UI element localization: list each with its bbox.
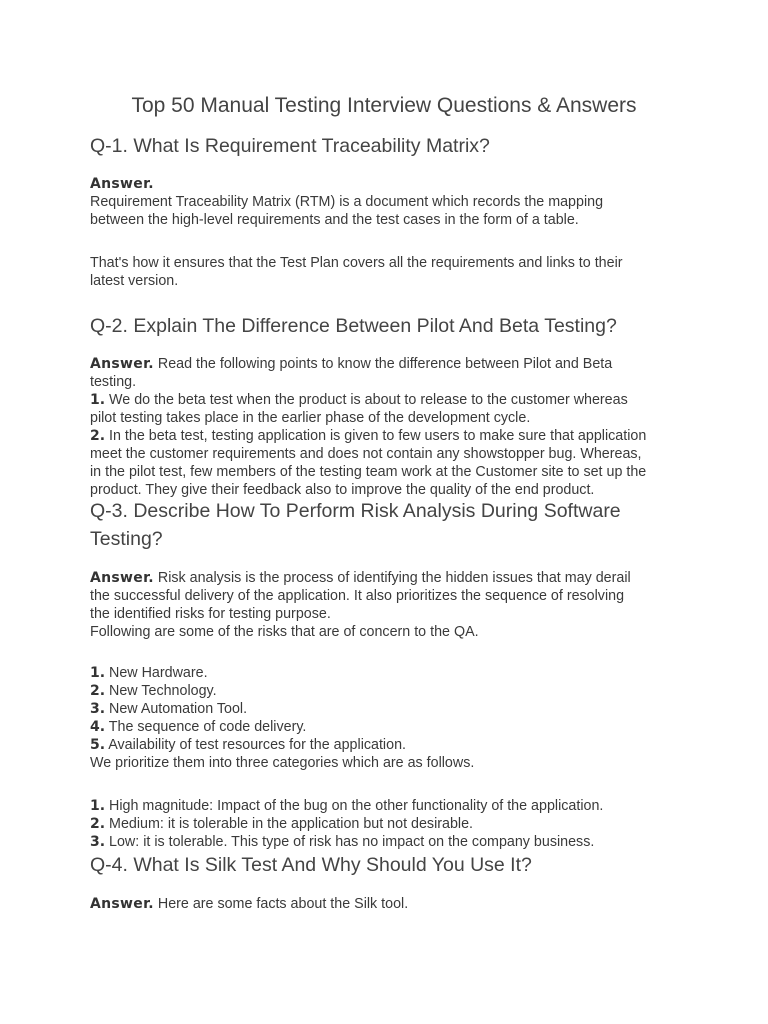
- list-item-text: Availability of test resources for the application.: [105, 737, 406, 753]
- q1-paragraph-2: [90, 254, 690, 290]
- list-item-text: Low: it is tolerable. This type of risk has no impact on the company business.: [105, 834, 595, 850]
- answer-label: Answer.: [90, 570, 154, 586]
- q1-answer-line-1: Requirement Traceability Matrix (RTM) is a document which records the mapping: [90, 194, 604, 210]
- q3-heading-line-1: Q-3. Describe How To Perform Risk Analysis During Software: [90, 500, 621, 522]
- answer-label: Answer.: [90, 176, 154, 192]
- list-item: [90, 815, 690, 833]
- list-item-number: 2.: [90, 683, 106, 699]
- list-item: [90, 700, 690, 718]
- q2-item-text: pilot testing takes place in the earlier phase of the development cycle.: [90, 410, 531, 426]
- list-item-number: 1.: [90, 665, 106, 681]
- list-item-text: New Technology.: [105, 683, 217, 699]
- q3-categories-intro: We prioritize them into three categories which are as follows.: [90, 755, 475, 771]
- document-title: Top 50 Manual Testing Interview Questions & Answers: [131, 94, 637, 117]
- q2-item-number: 1.: [90, 392, 106, 408]
- q2-item-text: product. They give their feedback also to improve the quality of the end product.: [90, 482, 595, 498]
- q2-intro-rest: testing.: [90, 374, 137, 390]
- q2-intro-first: Read the following points to know the difference between Pilot and Beta: [153, 356, 613, 372]
- list-item-number: 3.: [90, 701, 106, 717]
- list-item: [90, 682, 690, 700]
- list-item-text: Medium: it is tolerable in the application but not desirable.: [105, 816, 474, 832]
- q4-intro: Here are some facts about the Silk tool.: [153, 896, 409, 912]
- q2-item-text: In the beta test, testing application is given to few users to make sure that application: [105, 428, 647, 444]
- q4-heading: Q-4. What Is Silk Test And Why Should You Use It?: [90, 854, 532, 876]
- list-item-number: 2.: [90, 816, 106, 832]
- q3-category-list: [90, 797, 690, 851]
- q2-answer: [90, 355, 690, 499]
- q3-heading: [90, 497, 690, 553]
- q3-risk-list: [90, 664, 690, 772]
- list-item-text: High magnitude: Impact of the bug on the other functionality of the application.: [105, 798, 604, 814]
- q2-item-number: 2.: [90, 428, 106, 444]
- list-item: [90, 797, 690, 815]
- list-item-text: New Automation Tool.: [105, 701, 248, 717]
- q2-item-text: in the pilot test, few members of the testing team work at the Customer site to set up the: [90, 464, 647, 480]
- q3-intro-line: Following are some of the risks that are of concern to the QA.: [90, 624, 479, 640]
- q1-paragraph-2-line-1: That's how it ensures that the Test Plan covers all the requirements and links to their: [90, 255, 623, 271]
- answer-label: Answer.: [90, 896, 154, 912]
- list-item-text: New Hardware.: [105, 665, 208, 681]
- list-item: [90, 664, 690, 682]
- list-item-number: 4.: [90, 719, 106, 735]
- list-item: [90, 833, 690, 851]
- q3-intro-line: the successful delivery of the application. It also prioritizes the sequence of resolving: [90, 588, 625, 604]
- list-item-number: 3.: [90, 834, 106, 850]
- list-item: [90, 718, 690, 736]
- q2-item-text: We do the beta test when the product is about to release to the customer whereas: [105, 392, 628, 408]
- q1-paragraph-2-line-2: latest version.: [90, 273, 179, 289]
- q2-heading: Q-2. Explain The Difference Between Pilot And Beta Testing?: [90, 315, 617, 337]
- q3-heading-line-2: Testing?: [90, 528, 163, 550]
- list-item-number: 1.: [90, 798, 106, 814]
- list-item: [90, 736, 690, 754]
- q2-item-text: meet the customer requirements and does not contain any showstopper bug. Whereas,: [90, 446, 642, 462]
- q3-intro-first: Risk analysis is the process of identifying the hidden issues that may derail: [153, 570, 631, 586]
- q3-answer: [90, 569, 690, 641]
- q4-answer: [90, 895, 690, 913]
- q1-answer: [90, 175, 690, 229]
- list-item-text: The sequence of code delivery.: [105, 719, 307, 735]
- answer-label: Answer.: [90, 356, 154, 372]
- list-item-number: 5.: [90, 737, 106, 753]
- q1-answer-line-2: between the high-level requirements and the test cases in the form of a table.: [90, 212, 579, 228]
- q3-intro-line: the identified risks for testing purpose.: [90, 606, 331, 622]
- q1-heading: Q-1. What Is Requirement Traceability Matrix?: [90, 135, 490, 157]
